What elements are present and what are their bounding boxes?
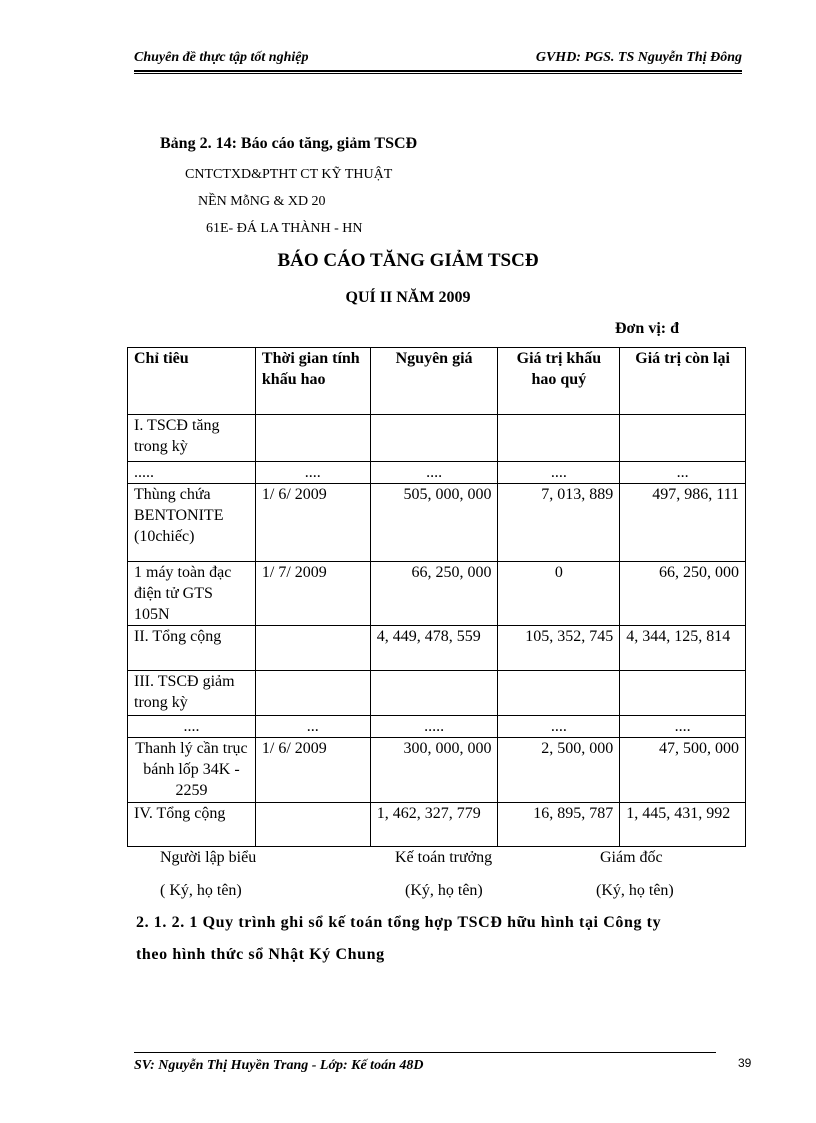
table-cell: 2, 500, 000 bbox=[498, 738, 620, 803]
table-cell: ..... bbox=[370, 716, 498, 738]
table-row bbox=[128, 484, 746, 562]
header-cell: Chỉ tiêu bbox=[128, 348, 256, 415]
table-row bbox=[128, 562, 746, 626]
table-cell: 16, 895, 787 bbox=[498, 803, 620, 847]
section-heading-line-1: 2. 1. 2. 1 Quy trình ghi sổ kế toán tổng hợp TSCĐ hữu hình tại Công ty bbox=[136, 914, 662, 931]
table-cell: 1/ 6/ 2009 bbox=[255, 738, 370, 803]
table-cell: 1 máy toàn đạc điện tử GTS 105N bbox=[128, 562, 256, 626]
table-cell bbox=[255, 626, 370, 671]
table-cell: 1/ 7/ 2009 bbox=[255, 562, 370, 626]
table-cell: .... bbox=[498, 716, 620, 738]
table-cell: .... bbox=[620, 716, 746, 738]
table-cell: 7, 013, 889 bbox=[498, 484, 620, 562]
table-row bbox=[128, 716, 746, 738]
table-cell: Thùng chứa BENTONITE (10chiếc) bbox=[128, 484, 256, 562]
table-header-row bbox=[128, 348, 746, 415]
table-cell bbox=[255, 671, 370, 716]
asset-report-table bbox=[127, 347, 746, 847]
table-cell bbox=[255, 415, 370, 462]
signature-accountant: Kế toán trưởng bbox=[395, 849, 493, 866]
table-row bbox=[128, 415, 746, 462]
table-cell: II. Tổng cộng bbox=[128, 626, 256, 671]
table-cell: .... bbox=[498, 462, 620, 484]
table-cell: 1, 445, 431, 992 bbox=[620, 803, 746, 847]
table-cell: ... bbox=[620, 462, 746, 484]
signature-note-accountant: (Ký, họ tên) bbox=[405, 882, 483, 899]
footer-divider bbox=[134, 1052, 716, 1053]
table-cell: ..... bbox=[128, 462, 256, 484]
table-cell: Thanh lý cần trục bánh lốp 34K - 2259 bbox=[128, 738, 256, 803]
header-cell: Nguyên giá bbox=[370, 348, 498, 415]
section-heading-line-2: theo hình thức sổ Nhật Ký Chung bbox=[136, 946, 385, 963]
table-cell: 0 bbox=[498, 562, 620, 626]
table-cell: 66, 250, 000 bbox=[370, 562, 498, 626]
signature-note-director: (Ký, họ tên) bbox=[596, 882, 674, 899]
header-cell: Giá trị còn lại bbox=[620, 348, 746, 415]
table-cell: 505, 000, 000 bbox=[370, 484, 498, 562]
table-cell: .... bbox=[370, 462, 498, 484]
company-line-2: NỀN MỗNG & XD 20 bbox=[198, 194, 326, 209]
table-cell: 66, 250, 000 bbox=[620, 562, 746, 626]
table-cell: 1, 462, 327, 779 bbox=[370, 803, 498, 847]
table-cell: ... bbox=[255, 716, 370, 738]
table-cell bbox=[370, 415, 498, 462]
table-cell: III. TSCĐ giảm trong kỳ bbox=[128, 671, 256, 716]
table-cell bbox=[620, 671, 746, 716]
table-cell bbox=[498, 671, 620, 716]
report-title: BÁO CÁO TĂNG GIẢM TSCĐ bbox=[277, 250, 539, 271]
signature-director: Giám đốc bbox=[600, 849, 663, 866]
page-number: 39 bbox=[738, 1056, 752, 1070]
page-header bbox=[134, 50, 742, 70]
report-subtitle: QUÍ II NĂM 2009 bbox=[345, 289, 471, 306]
unit-label: Đơn vị: đ bbox=[615, 320, 679, 337]
header-divider bbox=[134, 70, 742, 74]
table-cell: I. TSCĐ tăng trong kỳ bbox=[128, 415, 256, 462]
table-cell: .... bbox=[255, 462, 370, 484]
header-cell: Thời gian tính khấu hao bbox=[255, 348, 370, 415]
header-right-text: GVHD: PGS. TS Nguyễn Thị Đông bbox=[535, 50, 742, 65]
table-cell: 1/ 6/ 2009 bbox=[255, 484, 370, 562]
table-cell: .... bbox=[128, 716, 256, 738]
caption-text: : Báo cáo tăng, giảm TSCĐ bbox=[231, 135, 418, 152]
table-cell: 4, 449, 478, 559 bbox=[370, 626, 498, 671]
table-row bbox=[128, 803, 746, 847]
caption-label: Bảng 2. 14 bbox=[160, 135, 232, 152]
table-cell: 300, 000, 000 bbox=[370, 738, 498, 803]
signature-note-preparer: ( Ký, họ tên) bbox=[160, 882, 242, 899]
company-line-3: 61E- ĐÁ LA THÀNH - HN bbox=[206, 221, 363, 236]
table-cell: 4, 344, 125, 814 bbox=[620, 626, 746, 671]
table-caption bbox=[160, 135, 417, 153]
table-row bbox=[128, 462, 746, 484]
table-row bbox=[128, 738, 746, 803]
table-cell bbox=[498, 415, 620, 462]
table-cell: 105, 352, 745 bbox=[498, 626, 620, 671]
table-cell bbox=[370, 671, 498, 716]
signature-preparer: Người lập biểu bbox=[160, 849, 257, 866]
table-row bbox=[128, 626, 746, 671]
table-cell: 47, 500, 000 bbox=[620, 738, 746, 803]
header-cell: Giá trị khấu hao quý bbox=[498, 348, 620, 415]
company-line-1: CNTCTXD&PTHT CT KỸ THUẬT bbox=[185, 167, 393, 182]
header-left-text: Chuyên đề thực tập tốt nghiệp bbox=[134, 50, 309, 65]
page-footer: SV: Nguyễn Thị Huyền Trang - Lớp: Kế toán 48D bbox=[134, 1058, 424, 1073]
table-cell bbox=[620, 415, 746, 462]
table-cell: IV. Tổng cộng bbox=[128, 803, 256, 847]
table-cell: 497, 986, 111 bbox=[620, 484, 746, 562]
table-row bbox=[128, 671, 746, 716]
table-cell bbox=[255, 803, 370, 847]
